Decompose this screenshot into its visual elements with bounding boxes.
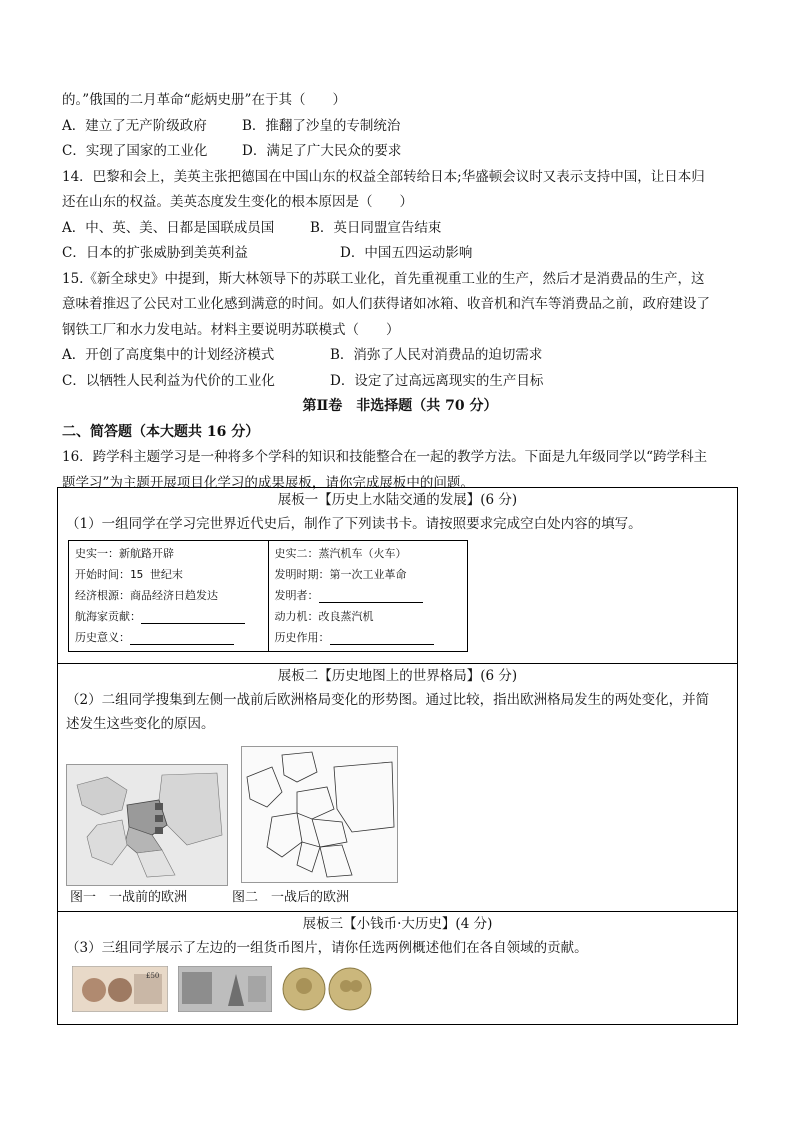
q14-stem-line2: 还在山东的权益。美英态度发生变化的根本原因是（ ） — [62, 194, 413, 210]
historical-effect-blank[interactable] — [330, 632, 434, 645]
q14-options-row2 — [62, 241, 738, 267]
reading-cards — [68, 540, 468, 652]
card1-start-time: 开始时间：15 世纪末 — [75, 568, 183, 581]
q15-option-a[interactable]: A．开创了高度集中的计划经济模式 — [62, 347, 275, 363]
board-2 — [58, 664, 737, 912]
board-1-question: （1）一组同学在学习完世界近代史后，制作了下列读书卡。请按照要求完成空白处内容的填写。 — [66, 516, 642, 532]
q15-option-b[interactable]: B．消弥了人民对消费品的迫切需求 — [330, 347, 543, 363]
q16-stem-line1: 16．跨学科主题学习是一种将多个学科的知识和技能整合在一起的教学方法。下面是九年级同学以“跨学科主 — [62, 449, 708, 465]
q15-option-c[interactable]: C．以牺牲人民利益为代价的工业化 — [62, 372, 275, 389]
maps-area — [58, 736, 737, 905]
gold-coins-image — [282, 964, 374, 1014]
card1-navigator-row — [75, 606, 262, 627]
board-1 — [58, 488, 737, 664]
card2-effect-row — [275, 627, 462, 648]
q15-options-row1 — [62, 343, 738, 369]
historical-significance-blank[interactable] — [130, 632, 234, 645]
card1-navigator-label: 航海家贡献： — [75, 610, 141, 623]
card1-significance-row — [75, 627, 262, 648]
currency-images — [58, 960, 737, 1022]
banknote-value-label: £50 — [146, 972, 160, 980]
map2-caption: 图二 一战后的欧洲 — [232, 890, 350, 905]
card2-inventor-row — [275, 585, 462, 606]
q15-stem-line3: 钢铁工厂和水力发电站。材料主要说明苏联模式（ ） — [62, 321, 400, 338]
card1-significance-label: 历史意义： — [75, 631, 130, 644]
q13-option-b[interactable]: B．推翻了沙皇的专制统治 — [242, 117, 401, 134]
banknote-statue-image — [178, 966, 272, 1012]
q16-stem-line2: 题学习”为主题开展项目化学习的成果展板，请你完成展板中的问题。 — [62, 474, 474, 491]
q14-options-row1 — [62, 216, 738, 242]
card2-fact: 史实二：蒸汽机车（火车） — [274, 547, 407, 560]
q13-option-c[interactable]: C．实现了国家的工业化 — [62, 143, 208, 159]
q14-option-b[interactable]: B．英日同盟宣告结束 — [310, 219, 442, 236]
board-3-title: 展板三【小钱币·大历史】(4 分) — [302, 916, 493, 932]
q13-option-a[interactable]: A．建立了无产阶级政府 — [62, 117, 207, 134]
q15-stem-line2: 意味着推迟了公民对工业化感到满意的时间。如人们获得诸如冰箱、收音机和汽车等消费品之前，政府建设了 — [62, 296, 710, 312]
q13-options-row2 — [62, 139, 738, 165]
map-pre-wwi-europe — [66, 764, 228, 886]
q13-tail: 的。”俄国的二月革命“彪炳史册”在于其（ ） — [62, 92, 346, 108]
q15-options-row2 — [62, 369, 738, 395]
inventor-blank[interactable] — [319, 590, 423, 603]
board-1-title: 展板一【历史上水陆交通的发展】(6 分) — [277, 492, 518, 508]
part2-title: 第Ⅱ卷 非选择题（共 70 分） — [302, 398, 498, 414]
reading-card-2 — [268, 541, 468, 651]
q14-option-d[interactable]: D．中国五四运动影响 — [340, 245, 473, 261]
map1-caption: 图一 一战前的欧洲 — [70, 890, 188, 905]
q13-option-d[interactable]: D．满足了广大民众的要求 — [242, 143, 402, 159]
board-2-question-line1: （2）二组同学搜集到左侧一战前后欧洲格局变化的形势图。通过比较，指出欧洲格局发生的两处变化，并简 — [66, 692, 710, 708]
navigator-contribution-blank[interactable] — [141, 611, 245, 624]
q14-option-c[interactable]: C．日本的扩张威胁到美英利益 — [62, 245, 248, 261]
banknote-portrait-image — [72, 966, 168, 1012]
card2-invention-period: 发明时期：第一次工业革命 — [274, 568, 407, 581]
section2-title: 二、简答题（本大题共 16 分） — [62, 423, 260, 440]
q15-option-d[interactable]: D．设定了过高远离现实的生产目标 — [330, 372, 544, 389]
q14-option-a[interactable]: A．中、英、美、日都是国联成员国 — [62, 219, 275, 236]
board-2-title: 展板二【历史地图上的世界格局】(6 分) — [277, 668, 518, 684]
q13-options-row1 — [62, 114, 738, 140]
map-post-wwi-europe — [241, 746, 398, 883]
card1-fact: 史实一：新航路开辟 — [75, 547, 174, 560]
card1-economic-root: 经济根源：商品经济日趋发达 — [75, 589, 218, 602]
q15-stem-line1: 15.《新全球史》中提到，斯大林领导下的苏联工业化，首先重视重工业的生产，然后才是消费品的生产，这 — [62, 270, 705, 287]
card2-engine: 动力机：改良蒸汽机 — [274, 610, 374, 623]
board-3-question: （3）三组同学展示了左边的一组货币图片，请你任选两例概述他们在各自领域的贡献。 — [66, 940, 588, 956]
board-3 — [58, 912, 737, 1024]
board-2-question-line2: 述发生这些变化的原因。 — [66, 716, 215, 732]
question-page — [62, 88, 738, 496]
q14-stem-line1: 14．巴黎和会上，美英主张把德国在中国山东的权益全部转给日本;华盛顿会议时又表示支持中国，让日本归 — [62, 168, 705, 185]
card2-effect-label: 历史作用： — [274, 631, 330, 644]
card2-inventor-label: 发明者： — [274, 589, 319, 602]
reading-card-1 — [69, 541, 268, 651]
exhibition-boards — [57, 487, 738, 1025]
